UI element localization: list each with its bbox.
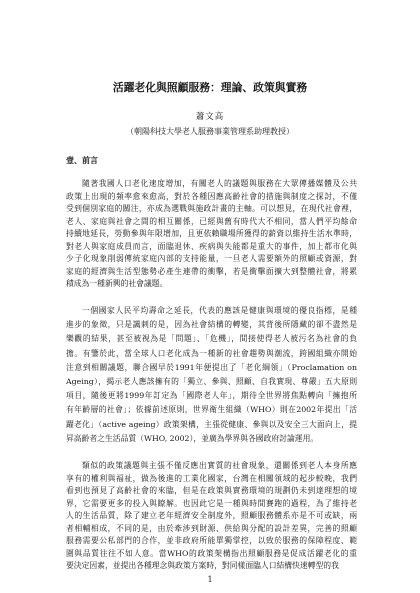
text-line: 樂觀的結果，甚至被視為是「問題」、「危機」，間接使得老人被污名為社會的負 — [66, 334, 357, 344]
text-line: 持續地延長，勞動參與年限增加，且更依賴職場所獲得的薪資以維持生活水準時， — [66, 229, 357, 238]
paragraph — [66, 304, 357, 446]
text-line: Ageing），揭示老人應該擁有的「獨立、參與、照顧、自我實現、尊嚴」五大原則 — [66, 376, 357, 386]
text-line: 少子化現象削弱傳統家庭內部的支持能量，一旦老人需要額外的照顧或資源，對 — [66, 254, 357, 263]
author-affiliation: （朝陽科技大學老人服務事業管理系助理教授） — [126, 127, 294, 136]
text-line: 有年齡層的社會」；依據前述原則，世界衛生組織（WHO）則在2002年提出「活 — [66, 405, 357, 415]
text-line: 者相輔相成，不同的是，由於牽涉到財源、供給與分配的設計差異，完善的照顧 — [66, 523, 357, 533]
text-line: 老人、家庭與社會之間的相互關係，已經與舊有時代大不相同，當人們平均餘命 — [66, 216, 357, 226]
page-number: 1 — [207, 575, 213, 584]
text-line: 服務需要公私部門的合作，並非政府所能單獨掌控，以致於服務的保障程度、範 — [66, 536, 357, 545]
text-line: 享有的權利與福祉，做為後進的工業化國家，台灣在相關領域的起步較晚，我們 — [66, 473, 357, 483]
text-line: 昇高齡者之生活品質（WHO, 2002），並廣為學界與各國政府討論運用。 — [66, 433, 319, 443]
text-line: 躍老化」（active ageing）政策架構，主張從健康、參與以及安全三大面向上，提 — [66, 419, 357, 429]
author-name: 蕭文高 — [195, 112, 225, 122]
section-heading: 壹、前言 — [66, 155, 98, 165]
text-line: 家庭的經濟與生活型態勢必產生連帶的衝擊，若是衝擊面擴大到整體社會，將累 — [66, 266, 357, 276]
paragraph — [66, 178, 357, 291]
text-line: 項目，隨後更將1999年訂定為「國際老人年」，期待全世界將焦點轉向「擁抱所 — [66, 391, 357, 401]
text-line: 擔。有鑒於此，當全球人口老化成為一種新的社會趨勢與潮流，跨國組織亦開始 — [66, 348, 357, 358]
text-line: 圍與品質往往不如人意。當WHO的政策架構指出照顧服務是促成活躍老化的重 — [66, 548, 357, 558]
text-line: 受到個別家庭的關注，亦成為選戰與施政計畫的主軸。可以想見，在現代社會裡， — [66, 204, 357, 213]
paragraph — [66, 460, 357, 573]
text-line: 政策上出現的頻率愈來愈高，對於各種因應高齡社會的措施與制度之探討，不僅 — [66, 191, 357, 201]
text-line: 看到也預見了高齡社會的來臨，但是在政策與實務環境的規劃仍未到達理想的境 — [66, 486, 357, 495]
text-line: 界，它需要更多的投入與瞭解。也因此它是一種與時間賽跑的過程，為了維持老 — [66, 498, 357, 508]
text-line: 類似的政策議題與主張不僅反應出實質的社會現象，還關係到老人本身所應 — [82, 461, 357, 470]
text-line: 進步的象徵，只是諷刺的是，因為社會結構的轉變，其背後所隱藏的卻不盡然是 — [66, 320, 357, 330]
text-line: 積成為一種新興的社會議題。 — [66, 279, 168, 288]
text-line: 對老人與家庭成員而言，面臨退休、疾病與失能都是重大的事件，加上都市化與 — [66, 241, 357, 251]
text-line: 要決定因素，並提出各種理念與政策方案時，對同樣面臨人口結構快速轉型的我 — [66, 561, 339, 570]
paper-title: 活躍老化與照顧服務：理論、政策與實務 — [112, 81, 308, 94]
text-line: 注意到相關議題，聯合國早於1991年便提出了「老化綱領」（Proclamation on — [66, 362, 357, 372]
text-line: 一個國家人民平均壽命之延長，代表的應該是健康與環境的優良指標，是種 — [82, 306, 357, 315]
text-line: 隨著我國人口老化速度增加，有關老人的議題與服務在大眾傳播媒體及公共 — [82, 179, 357, 188]
text-line: 人的生活品質，除了建立老年經濟安全制度外，照顧服務體系亦是不可或缺，兩 — [66, 511, 357, 520]
